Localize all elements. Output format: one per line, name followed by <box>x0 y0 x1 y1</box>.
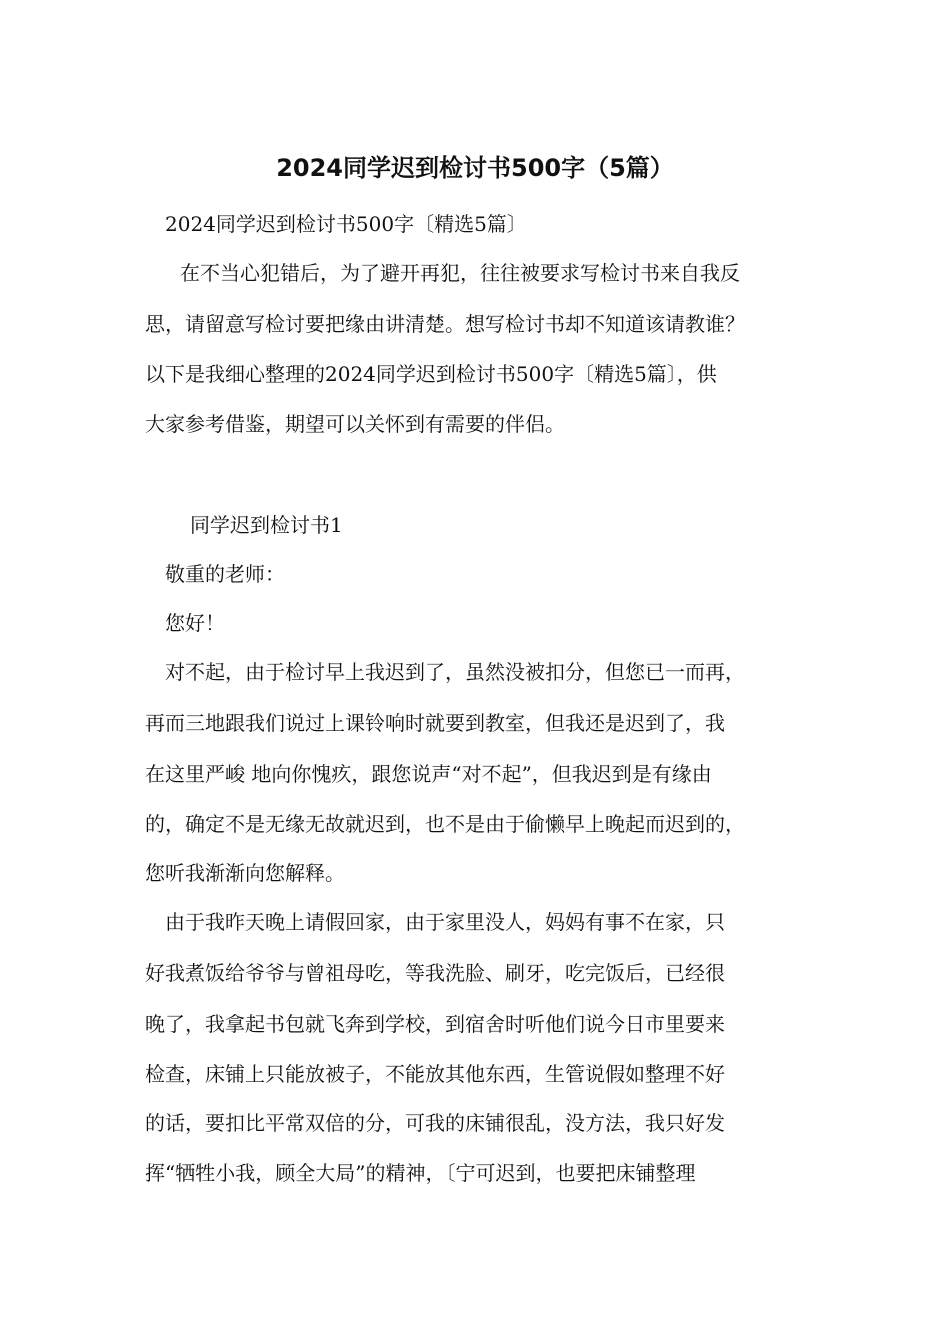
paragraph-line: 您听我渐渐向您解释。 <box>145 861 345 885</box>
intro-line: 大家参考借鉴，期望可以关怀到有需要的伴侣。 <box>145 412 565 436</box>
paragraph-line: 的，确定不是无缘无故就迟到，也不是由于偷懒早上晚起而迟到的， <box>145 812 745 836</box>
intro-line: 思，请留意写检讨要把缘由讲清楚。想写检讨书却不知道该请教谁？ <box>145 312 745 336</box>
paragraph-line: 晚了，我拿起书包就飞奔到学校，到宿舍时听他们说今日市里要来 <box>145 1012 725 1036</box>
paragraph-line: 对不起，由于检讨早上我迟到了，虽然没被扣分，但您已一而再， <box>165 660 745 684</box>
paragraph-line: 再而三地跟我们说过上课铃响时就要到教室，但我还是迟到了，我 <box>145 711 725 735</box>
document-title: 2024同学迟到检讨书500字（5篇） <box>276 154 674 182</box>
greeting: 您好！ <box>165 611 225 635</box>
paragraph-line: 检查，床铺上只能放被子，不能放其他东西，生管说假如整理不好 <box>145 1062 725 1086</box>
intro-line: 以下是我细心整理的2024同学迟到检讨书500字〔精选5篇〕，供 <box>145 362 717 386</box>
intro-line: 在不当心犯错后，为了避开再犯，往往被要求写检讨书来自我反 <box>180 261 740 285</box>
paragraph-line: 好我煮饭给爷爷与曾祖母吃，等我洗脸、刷牙，吃完饭后，已经很 <box>145 961 725 985</box>
document-subtitle: 2024同学迟到检讨书500字〔精选5篇〕 <box>165 212 527 236</box>
section-heading: 同学迟到检讨书1 <box>190 513 343 537</box>
paragraph-line: 挥“牺牲小我，顾全大局”的精神，〔宁可迟到，也要把床铺整理 <box>145 1161 696 1185</box>
paragraph-line: 的话，要扣比平常双倍的分，可我的床铺很乱，没方法，我只好发 <box>145 1111 725 1135</box>
salutation: 敬重的老师： <box>165 562 285 586</box>
paragraph-line: 由于我昨天晚上请假回家，由于家里没人，妈妈有事不在家，只 <box>165 910 725 934</box>
paragraph-line: 在这里严峻 地向你愧疚，跟您说声“对不起”，但我迟到是有缘由 <box>145 762 712 786</box>
